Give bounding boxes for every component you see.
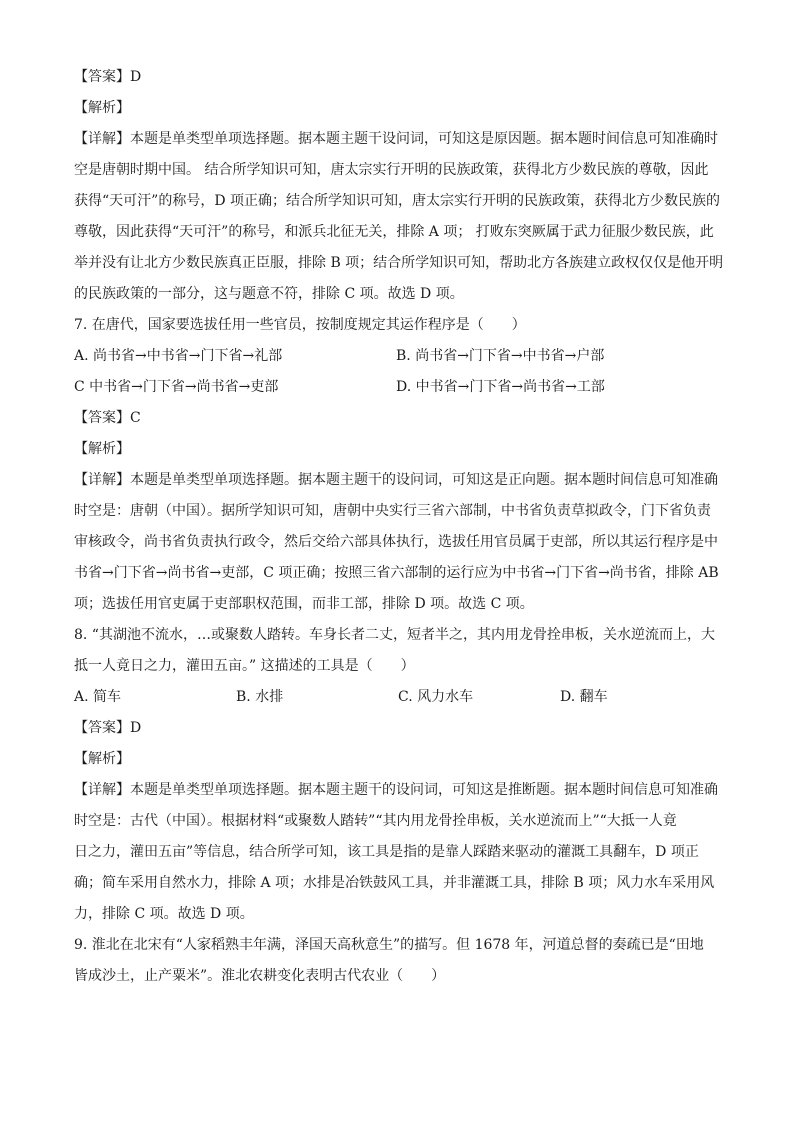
question-8-options-row bbox=[74, 682, 724, 713]
question-9-text bbox=[74, 930, 724, 992]
option-a: A. 尚书省→中书省→门下省→礼部 bbox=[74, 348, 283, 364]
detail-line: 确；简车采用自然水力，排除 A 项；水排是冶铁鼓风工具，并非灌溉工具，排除 B 项；风力水车采用风 bbox=[74, 875, 715, 891]
question-7-text: 7. 在唐代，国家要选拔任用一些官员，按制度规定其运作程序是（ ） bbox=[74, 317, 526, 333]
question-7-options-row-1 bbox=[74, 341, 724, 372]
option-c: C. 风力水车 bbox=[398, 689, 474, 705]
option-d: D. 中书省→门下省→尚书省→工部 bbox=[396, 379, 605, 395]
detail-line: 【详解】本题是单类型单项选择题。据本题主题干的设问词，可知这是推断题。据本题时间信息可知准确 bbox=[74, 782, 718, 798]
detail-line: 日之力，灌田五亩”等信息，结合所学可知，该工具是指的是靠人踩踏来驱动的灌溉工具翻车，D 项正 bbox=[74, 844, 699, 860]
detail-line: 获得“天可汗”的称号，D 项正确；结合所学知识可知，唐太宗实行开明的民族政策，获得北方少数民族的 bbox=[74, 193, 720, 209]
option-a: A. 简车 bbox=[74, 689, 122, 705]
detail-line: 【详解】本题是单类型单项选择题。据本题主题干的设问词，可知这是正向题。据本题时间信息可知准确 bbox=[74, 472, 718, 488]
option-d: D. 翻车 bbox=[560, 689, 608, 705]
detail-line: 的民族政策的一部分，这与题意不符，排除 C 项。故选 D 项。 bbox=[74, 286, 464, 302]
detail-line: 举并没有让北方少数民族真正臣服，排除 B 项；结合所学知识可知，帮助北方各族建立政权仅仅是他开明 bbox=[74, 255, 724, 271]
question-line: 8. “其湖池不流水，…或聚数人踏转。车身长者二丈，短者半之，其内用龙骨拴串板，关水逆流而上，大 bbox=[74, 627, 715, 643]
detail-line: 空是唐朝时期中国。 结合所学知识可知，唐太宗实行开明的民族政策，获得北方少数民族的尊敬，因此 bbox=[74, 162, 709, 178]
detail-line: 【详解】本题是单类型单项选择题。据本题主题干设问词，可知这是原因题。据本题时间信息可知准确时 bbox=[74, 131, 718, 147]
detail-line: 尊敬，因此获得“天可汗”的称号，和派兵北征无关，排除 A 项； 打败东突厥属于武力征服少数民族，此 bbox=[74, 224, 714, 240]
option-b: B. 尚书省→门下省→中书省→户部 bbox=[396, 348, 605, 364]
detail-line: 时空是：唐朝（中国）。据所学知识可知，唐朝中央实行三省六部制，中书省负责草拟政令，门下省负责 bbox=[74, 503, 711, 519]
detail-line: 书省→门下省→尚书省→吏部，C 项正确；按照三省六部制的运行应为中书省→门下省→尚书省，排除 AB bbox=[74, 565, 719, 581]
detail-explanation bbox=[74, 775, 724, 930]
option-c: C 中书省→门下省→尚书省→吏部 bbox=[74, 379, 279, 395]
detail-explanation bbox=[74, 465, 724, 620]
question-7-options-row-2 bbox=[74, 372, 724, 403]
detail-line: 项；选拔任用官吏属于吏部职权范围，而非工部，排除 D 项。故选 C 项。 bbox=[74, 596, 534, 612]
analysis-label: 【解析】 bbox=[74, 751, 130, 767]
detail-line: 时空是：古代（中国）。根据材料“或聚数人踏转”“其内用龙骨拴串板，关水逆流而上”“大抵一人竟 bbox=[74, 813, 677, 829]
question-line: 皆成沙土，止产粟米”。淮北农耕变化表明古代农业（ ） bbox=[74, 968, 446, 984]
option-b: B. 水排 bbox=[236, 689, 284, 705]
question-8-text bbox=[74, 620, 724, 682]
answer-label: 【答案】C bbox=[74, 410, 141, 426]
answer-label: 【答案】D bbox=[74, 720, 142, 736]
question-line: 抵一人竟日之力，灌田五亩。” 这描述的工具是（ ） bbox=[74, 658, 415, 674]
question-line: 9. 淮北在北宋有“人家稻熟丰年满，泽国天高秋意生”的描写。但 1678 年，河道总督的奏疏已是“田地 bbox=[74, 937, 704, 953]
detail-explanation bbox=[74, 124, 724, 310]
analysis-label: 【解析】 bbox=[74, 100, 130, 116]
detail-line: 力，排除 C 项。故选 D 项。 bbox=[74, 906, 254, 922]
detail-line: 审核政令，尚书省负责执行政令，然后交给六部具体执行，选拔任用官员属于吏部，所以其运行程序是中 bbox=[74, 534, 718, 550]
analysis-label: 【解析】 bbox=[74, 441, 130, 457]
answer-label: 【答案】D bbox=[74, 69, 142, 85]
document-page bbox=[74, 62, 724, 992]
